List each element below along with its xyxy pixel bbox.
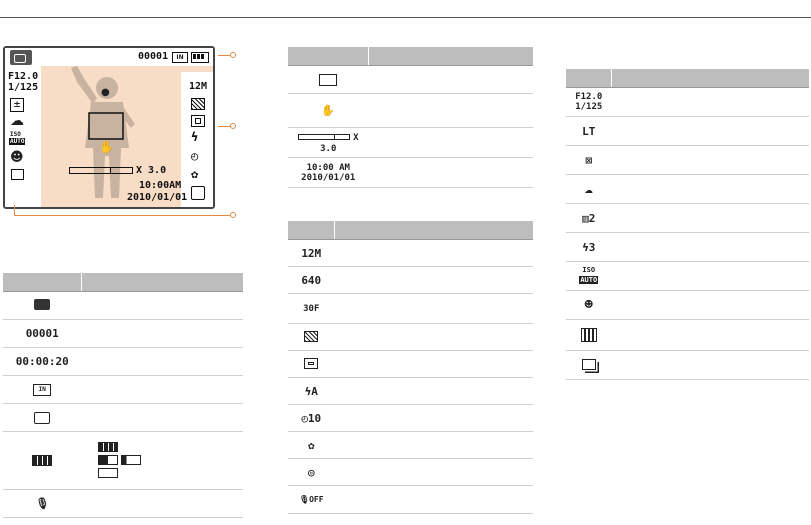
quality-icon [288,324,335,351]
callout-dot-middle [230,123,236,129]
table-mid-bottom [288,221,533,514]
memory-card-icon [3,404,82,432]
table-row [566,291,809,320]
table-row [566,175,809,204]
face-detection-icon: ◎ [288,459,335,486]
table-row [288,432,533,459]
resolution-640-icon: 640 [288,267,335,294]
table-row [288,94,533,128]
exposure-icon: ⊠ [566,146,612,175]
cloudy-icon: ☁ [566,175,612,204]
metering-icon [288,351,335,378]
col-header-icon [3,273,82,292]
callout-tick-bottom [14,205,15,215]
callout-line-bottom [14,215,232,216]
battery-full-icon [98,442,244,453]
acb-icon [566,320,612,351]
table-row [566,262,809,291]
table-row [566,88,809,117]
shutter-value: 1/125 [8,82,39,93]
table-row [288,294,533,324]
flash-intensity-icon: ϟ3 [566,233,612,262]
table-row [566,146,809,175]
table-row [288,158,533,188]
zoom-bar [69,167,133,174]
long-time-icon: LT [566,117,612,146]
frame-counter: 00001 [138,51,169,62]
col-header-description [82,273,244,292]
table-row [288,405,533,432]
iso-auto: AUTO [10,138,25,145]
flash-auto-icon: ϟA [288,378,335,405]
zoom-value: X 3.0 [136,165,167,176]
battery-icon [191,52,209,63]
table-row [3,376,243,404]
table-right [566,69,809,380]
shake-warning-icon: ✋ [99,140,114,154]
camera-p-icon [10,50,32,65]
cloudy-icon: ☁ [10,113,24,129]
table-row [288,378,533,405]
table-row [288,267,533,294]
page-header-rule [0,17,811,18]
resolution-12m-icon: 12M [288,240,335,267]
internal-memory-icon: IN [3,376,82,404]
zoom-bar-icon: X 3.0 [288,128,369,158]
macro-icon: ✿ [191,167,199,181]
iso-auto-icon: ISO AUTO [566,262,612,291]
battery-half-icon [98,455,244,466]
time-date-icon: 10:00 AM 2010/01/01 [288,158,369,188]
frame-counter-icon: 00001 [3,320,82,348]
quality-icon [191,98,205,110]
face-tone-icon: ☻ [10,150,24,165]
table-row [288,324,533,351]
voice-memo-icon: 🎙 [3,490,82,518]
table-row [3,490,243,518]
internal-memory-icon: IN [172,52,188,63]
table-left [3,273,243,518]
table-row [288,351,533,378]
table-row [566,320,809,351]
drive-mode-icon [566,351,612,380]
focus-frame-icon [288,66,369,94]
table-row [288,486,533,514]
iso-label: ISO [10,131,21,138]
timer-icon: ◴ [191,149,199,163]
camera-screen [3,46,215,209]
table-row [566,204,809,233]
aperture-value: F12.0 [8,71,39,82]
resolution-icon: 12M [189,81,208,92]
voice-off-icon: 🎙OFF [288,486,335,514]
time-value: 10:00AM [139,180,182,191]
face-tone-icon: ☻ [566,291,612,320]
table-row [3,432,243,490]
table-row [288,240,533,267]
exposure-icon: ± [10,98,24,112]
aperture-shutter-icon: F12.0 1/125 [566,88,612,117]
table-row [3,320,243,348]
battery-icon [3,432,82,490]
table-row [288,459,533,486]
table-row [3,404,243,432]
face-detect-icon [191,186,205,200]
table-row [288,66,533,94]
timer-10-icon: ◴10 [288,405,335,432]
table-row [3,348,243,376]
record-time-icon: 00:00:20 [3,348,82,376]
macro-icon: ✿ [288,432,335,459]
flash-auto-icon: ϟ [191,130,199,144]
table-row [566,117,809,146]
table-mid-top [288,47,533,188]
table-row [566,233,809,262]
metering-icon [191,115,205,127]
table-row [288,128,533,158]
frame-rate-icon: 30F [288,294,335,324]
drive-mode-icon [11,169,24,180]
shake-warning-icon: ✋ [288,94,369,128]
callout-dot-bottom [230,212,236,218]
date-value: 2010/01/01 [127,192,188,203]
callout-dot-top [230,52,236,58]
table-row [566,351,809,380]
table-row [3,292,243,320]
camera-p-icon [3,292,82,320]
battery-empty-icon [98,468,244,479]
sharpness-icon: ▥2 [566,204,612,233]
voice-memo-icon: ● [101,87,110,98]
